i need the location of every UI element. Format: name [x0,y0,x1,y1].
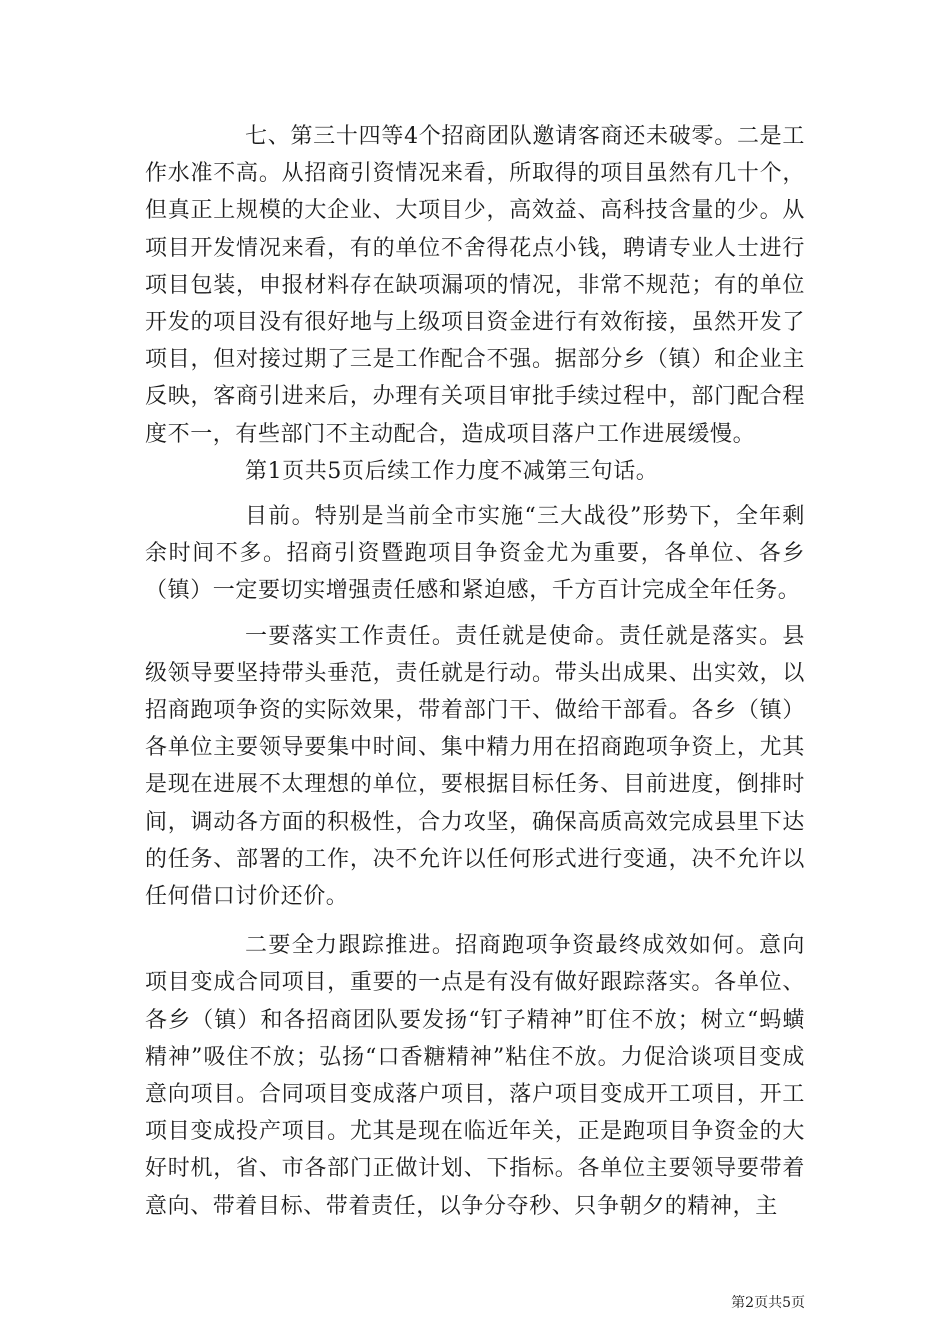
paragraph-responsibility: 一要落实工作责任。责任就是使命。责任就是落实。县级领导要坚持带头垂范，责任就是行动。带头出成果、出实效，以招商跑项争资的实际效果，带着部门干、做给干部看。各乡（镇）各单位主要领导要集中时间、集中精力用在招商跑项争资上，尤其是现在进展不太理想的单位，要根据目标任务、目前进度，倒排时间，调动各方面的积极性，合力攻坚，确保高质高效完成县里下达的任务、部署的工作，决不允许以任何形式进行变通，决不允许以任何借口讨价还价。 [145,623,805,910]
paragraph-current-situation: 目前。特别是当前全市实施“三大战役”形势下，全年剩余时间不多。招商引资暨跑项目争资金尤为重要，各单位、各乡（镇）一定要切实增强责任感和紧迫感，千方百计完成全年任务。 [145,504,805,604]
paragraph-follow-up: 二要全力跟踪推进。招商跑项争资最终成效如何。意向项目变成合同项目，重要的一点是有没有做好跟踪落实。各单位、各乡（镇）和各招商团队要发扬“钉子精神”盯住不放；树立“蚂蟥精神”吸住不放；弘扬“口香糖精神”粘住不放。力促洽谈项目变成意向项目。合同项目变成落户项目，落户项目变成开工项目，开工项目变成投产项目。尤其是现在临近年关，正是跑项目争资金的大好时机，省、市各部门正做计划、下指标。各单位主要领导要带着意向、带着目标、带着责任，以争分夺秒、只争朝夕的精神，主 [145,933,805,1219]
paragraph-page-note: 第1页共5页后续工作力度不减第三句话。 [245,458,659,484]
page-number-footer: 第2页共5页 [731,1295,805,1311]
paragraph-investment-issues: 七、第三十四等4个招商团队邀请客商还未破零。二是工作水准不高。从招商引资情况来看，所取得的项目虽然有几十个，但真正上规模的大企业、大项目少，高效益、高科技含量的少。从项目开发情况来看，有的单位不舍得花点小钱，聘请专业人士进行项目包装，申报材料存在缺项漏项的情况，非常不规范；有的单位开发的项目没有很好地与上级项目资金进行有效衔接，虽然开发了项目，但对接过期了三是工作配合不强。据部分乡（镇）和企业主反映，客商引进来后，办理有关项目审批手续过程中，部门配合程度不一，有些部门不主动配合，造成项目落户工作进展缓慢。 [145,124,805,447]
document-body [145,118,805,1225]
